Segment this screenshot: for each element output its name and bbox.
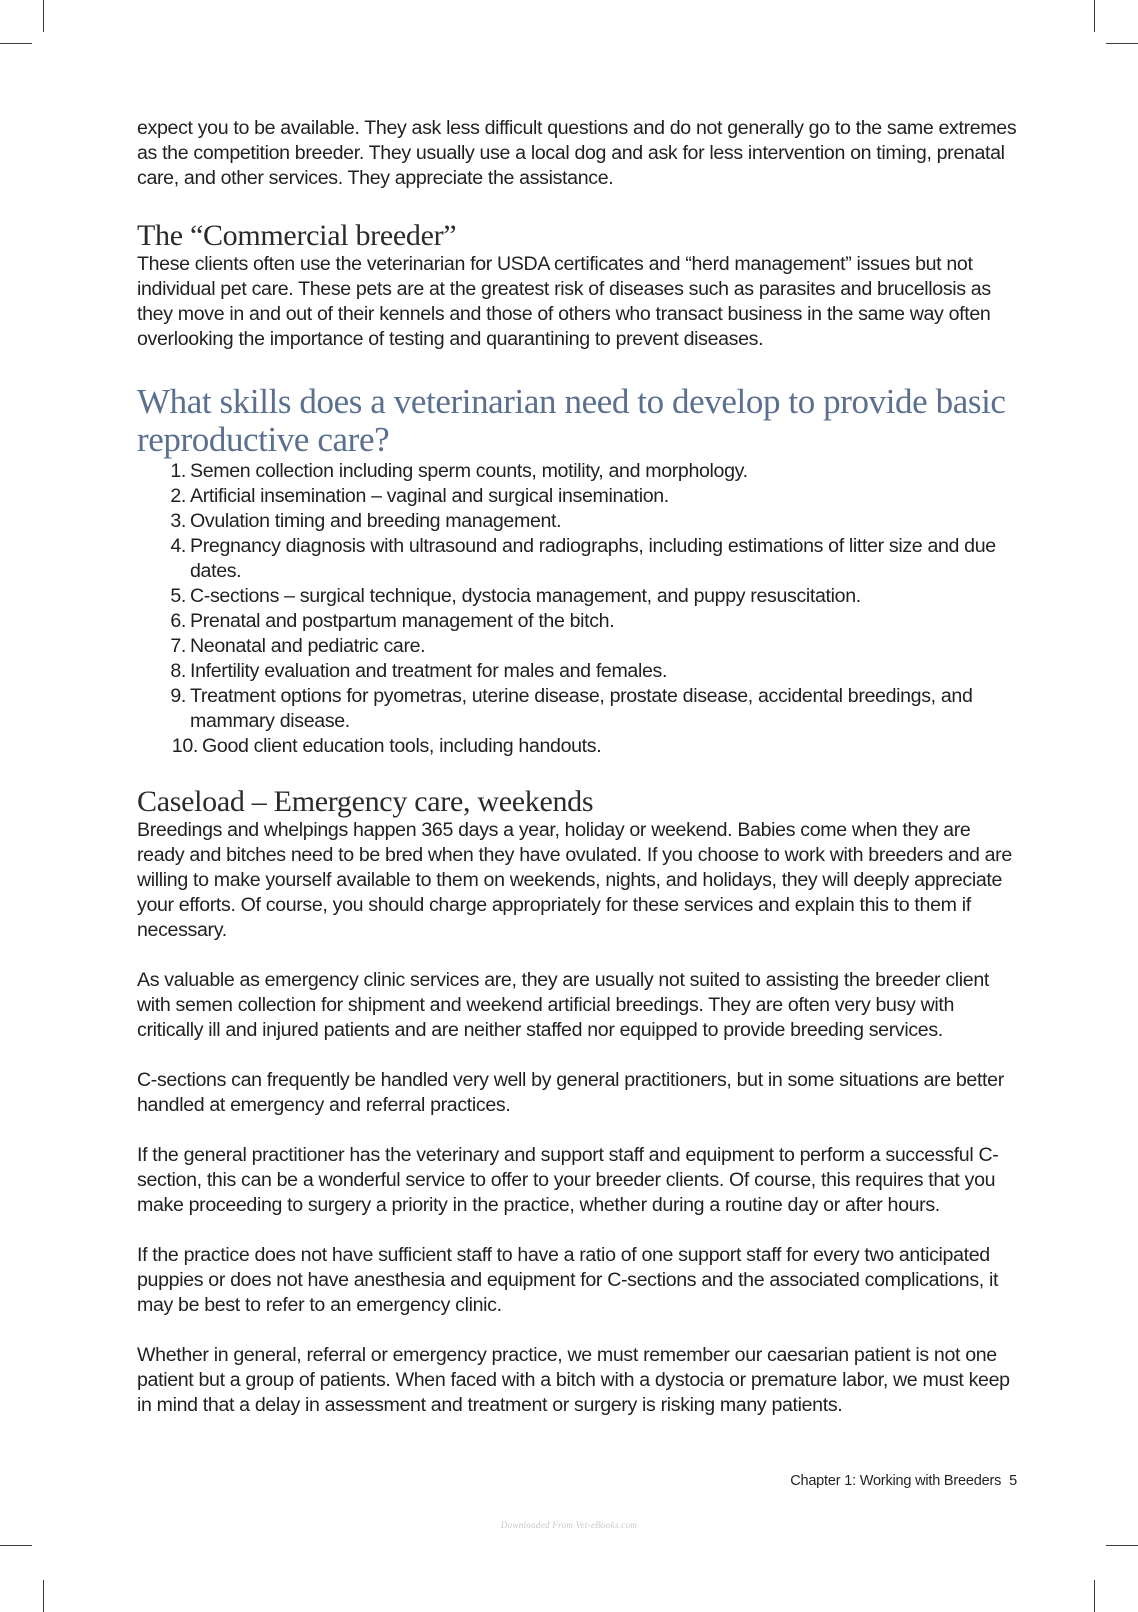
list-item-text: Neonatal and pediatric care. bbox=[190, 635, 426, 657]
crop-mark-top-left-vertical bbox=[43, 0, 44, 32]
list-item bbox=[150, 484, 1017, 509]
list-item-number: 10. bbox=[171, 735, 198, 757]
list-item-text: Prenatal and postpartum management of the bitch. bbox=[190, 610, 615, 632]
list-item bbox=[150, 609, 1017, 634]
list-item-text: C-sections – surgical technique, dystocia management, and puppy resuscitation. bbox=[190, 585, 861, 607]
list-item bbox=[150, 684, 1017, 734]
list-item-number: 2. bbox=[170, 485, 186, 507]
list-item-text: Semen collection including sperm counts, motility, and morphology. bbox=[190, 460, 748, 482]
caseload-paragraph-4: If the general practitioner has the veterinary and support staff and equipment to perform a successful C-section, this can be a wonderful service to offer to your breeder clients. Of course, this requires that you make proceeding to surgery a priority in the practice, whether during a routine day or after hours. bbox=[137, 1144, 999, 1216]
list-item bbox=[150, 659, 1017, 684]
list-item-number: 1. bbox=[170, 460, 186, 482]
list-item-number: 6. bbox=[170, 610, 186, 632]
list-item-number: 8. bbox=[170, 660, 186, 682]
list-item-text: Good client education tools, including handouts. bbox=[202, 735, 602, 757]
list-item bbox=[150, 509, 1017, 534]
list-item bbox=[150, 534, 1017, 584]
crop-mark-top-right-vertical bbox=[1094, 0, 1095, 32]
caseload-paragraph-5: If the practice does not have sufficient staff to have a ratio of one support staff for every two anticipated puppies or does not have anesthesia and equipment for C-sections and the associated complications, it may be best to refer to an emergency clinic. bbox=[137, 1244, 999, 1316]
caseload-paragraph-1: Breedings and whelpings happen 365 days a year, holiday or weekend. Babies come when they are ready and bitches need to be bred when they have ovulated. If you choose to work with breeders and are willing to make yourself available to them on weekends, nights, and holidays, they will deeply appreciate your efforts. Of course, you should charge appropriately for these services and explain this to them if necessary. bbox=[137, 819, 1012, 941]
footer-chapter-title: Chapter 1: Working with Breeders bbox=[790, 1473, 1002, 1489]
list-item-number: 4. bbox=[170, 535, 186, 557]
list-item-number: 7. bbox=[170, 635, 186, 657]
caseload-paragraph-2: As valuable as emergency clinic services are, they are usually not suited to assisting the breeder client with semen collection for shipment and weekend artificial breedings. They are often very busy with critically ill and injured patients and are neither staffed nor equipped to provide breeding services. bbox=[137, 969, 989, 1041]
crop-mark-bottom-left-vertical bbox=[43, 1580, 44, 1612]
skills-heading-line1: What skills does a veterinarian need to develop to provide basic bbox=[137, 382, 1006, 421]
list-item-text: Artificial insemination – vaginal and surgical insemination. bbox=[190, 485, 669, 507]
list-item-text: Infertility evaluation and treatment for males and females. bbox=[190, 660, 668, 682]
page-number: 5 bbox=[1009, 1473, 1017, 1489]
intro-paragraph: expect you to be available. They ask less difficult questions and do not generally go to the same extremes as the competition breeder. They usually use a local dog and ask for less intervention on timing, prenatal care, and other services. They appreciate the assistance. bbox=[137, 117, 1017, 189]
list-item-text: Ovulation timing and breeding management. bbox=[190, 510, 562, 532]
crop-mark-bottom-right-vertical bbox=[1094, 1580, 1095, 1612]
crop-mark-bottom-left-horizontal bbox=[0, 1545, 32, 1546]
crop-mark-bottom-right-horizontal bbox=[1106, 1545, 1138, 1546]
skills-heading-line2: reproductive care? bbox=[137, 420, 390, 459]
commercial-breeder-heading: The “Commercial breeder” bbox=[137, 219, 457, 252]
list-item bbox=[150, 734, 1017, 759]
list-item-text: Treatment options for pyometras, uterine disease, prostate disease, accidental breedings, and mammary disease. bbox=[190, 685, 973, 732]
commercial-breeder-paragraph: These clients often use the veterinarian for USDA certificates and “herd management” issues but not individual pet care. These pets are at the greatest risk of diseases such as parasites and brucellosis as they move in and out of their kennels and those of others who transact business in the same way often overlooking the importance of testing and quarantining to prevent diseases. bbox=[137, 253, 991, 350]
caseload-paragraph-6: Whether in general, referral or emergency practice, we must remember our caesarian patient is not one patient but a group of patients. When faced with a bitch with a dystocia or premature labor, we must keep in mind that a delay in assessment and treatment or surgery is risking many patients. bbox=[137, 1344, 1010, 1416]
skills-list bbox=[150, 459, 1017, 759]
list-item-text: Pregnancy diagnosis with ultrasound and radiographs, including estimations of litter size and due dates. bbox=[190, 535, 996, 582]
list-item bbox=[150, 459, 1017, 484]
skills-heading bbox=[137, 383, 1017, 459]
list-item-number: 5. bbox=[170, 585, 186, 607]
crop-mark-top-right-horizontal bbox=[1106, 43, 1138, 44]
watermark: Downloaded From Vet-eBooks.com bbox=[500, 1520, 638, 1530]
list-item-number: 9. bbox=[170, 685, 186, 707]
list-item bbox=[150, 634, 1017, 659]
page-content bbox=[137, 116, 1017, 1418]
caseload-heading: Caseload – Emergency care, weekends bbox=[137, 785, 594, 818]
caseload-paragraph-3: C-sections can frequently be handled very well by general practitioners, but in some situations are better handled at emergency and referral practices. bbox=[137, 1069, 1004, 1116]
list-item bbox=[150, 584, 1017, 609]
list-item-number: 3. bbox=[170, 510, 186, 532]
page-footer bbox=[790, 1473, 1017, 1489]
crop-mark-top-left-horizontal bbox=[0, 43, 32, 44]
